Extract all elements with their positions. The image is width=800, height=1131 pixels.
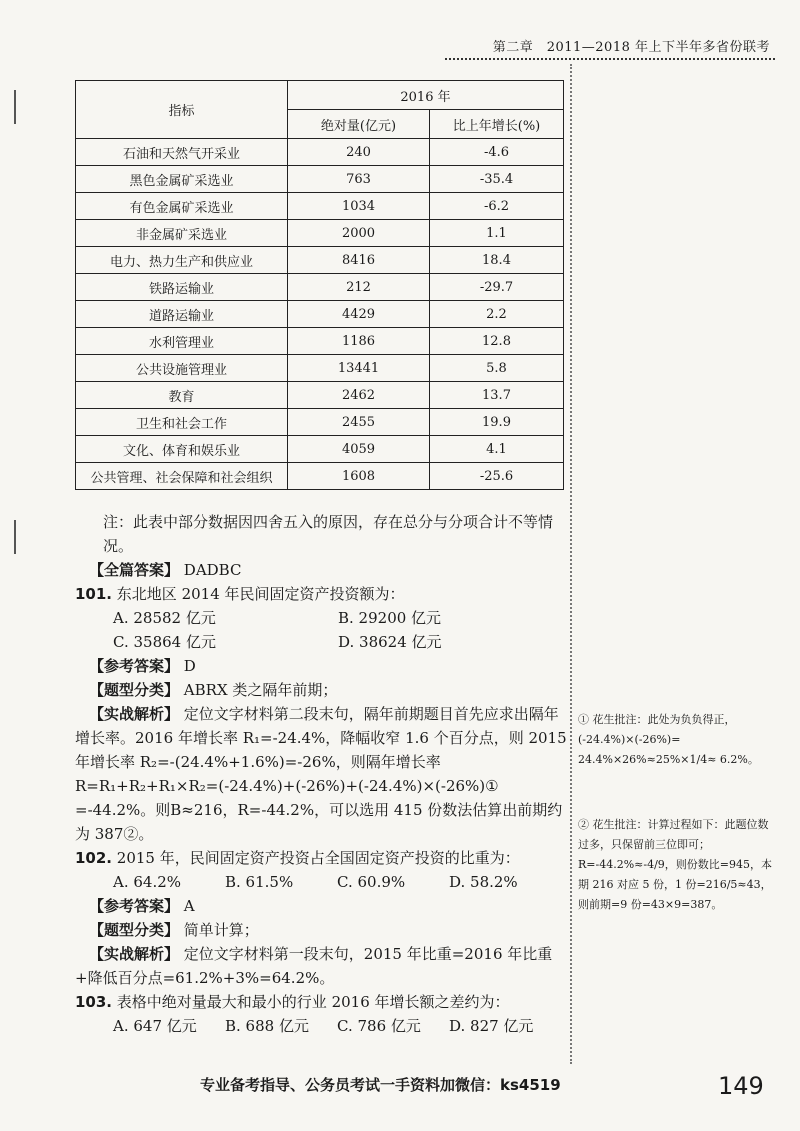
table-cell-growth: 12.8 — [430, 328, 564, 355]
analysis-label: 【实战解析】 — [89, 945, 180, 963]
reference-label: 【参考答案】 — [89, 657, 180, 675]
question-103-number: 103. — [75, 993, 113, 1011]
question-101-options-row2 — [75, 630, 570, 654]
question-103-stem — [75, 990, 570, 1014]
table-row — [76, 436, 564, 463]
table-cell-abs: 212 — [288, 274, 430, 301]
table-cell-growth: -35.4 — [430, 166, 564, 193]
table-cell-name: 文化、体育和娱乐业 — [76, 436, 288, 463]
table-row — [76, 463, 564, 490]
option-d: D. 58.2% — [449, 873, 518, 891]
table-row — [76, 247, 564, 274]
table-row — [76, 328, 564, 355]
table-cell-growth: 5.8 — [430, 355, 564, 382]
option-d: D. 38624 亿元 — [338, 633, 442, 651]
page-number: 149 — [718, 1072, 764, 1100]
table-cell-abs: 1034 — [288, 193, 430, 220]
table-cell-abs: 1608 — [288, 463, 430, 490]
type-value: ABRX 类之隔年前期； — [183, 681, 338, 699]
table-cell-growth: -25.6 — [430, 463, 564, 490]
table-cell-name: 公共设施管理业 — [76, 355, 288, 382]
table-cell-name: 有色金属矿采选业 — [76, 193, 288, 220]
option-c: C. 35864 亿元 — [113, 633, 216, 651]
table-header-indicator: 指标 — [76, 81, 288, 139]
binding-mark — [14, 90, 16, 124]
table-cell-growth: 4.1 — [430, 436, 564, 463]
running-header: 第二章 2011—2018 年上下半年多省份联考 — [492, 40, 770, 55]
table-cell-growth: 19.9 — [430, 409, 564, 436]
analysis-text: 定位文字材料第一段末句，2015 年比重=2016 年比重+降低百分点=61.2%+3%=64.2%。 — [75, 945, 553, 987]
option-c: C. 786 亿元 — [337, 1017, 421, 1035]
option-d: D. 827 亿元 — [449, 1017, 534, 1035]
full-answers-label: 【全篇答案】 — [89, 561, 180, 579]
table-cell-name: 非金属矿采选业 — [76, 220, 288, 247]
main-text — [75, 510, 570, 1038]
table-cell-abs: 8416 — [288, 247, 430, 274]
full-answers-value: DADBC — [183, 561, 242, 579]
table-cell-abs: 1186 — [288, 328, 430, 355]
reference-label: 【参考答案】 — [89, 897, 180, 915]
table-header-growth: 比上年增长(%) — [430, 110, 564, 139]
table-cell-name: 道路运输业 — [76, 301, 288, 328]
table-row — [76, 193, 564, 220]
option-b: B. 29200 亿元 — [338, 609, 442, 627]
analysis-label: 【实战解析】 — [89, 705, 180, 723]
question-101-stem — [75, 582, 570, 606]
table-note: 注：此表中部分数据因四舍五入的原因，存在总分与分项合计不等情况。 — [103, 513, 554, 555]
table-cell-name: 水利管理业 — [76, 328, 288, 355]
footer-note: 专业备考指导、公务员考试一手资料加微信：ks4519 — [200, 1076, 561, 1094]
table-body — [76, 139, 564, 490]
table-cell-abs: 4059 — [288, 436, 430, 463]
question-101-reference — [75, 654, 570, 678]
type-value: 简单计算； — [183, 921, 259, 939]
table-cell-abs: 2000 — [288, 220, 430, 247]
table-cell-name: 石油和天然气开采业 — [76, 139, 288, 166]
table-row — [76, 382, 564, 409]
question-102-options — [75, 870, 570, 894]
table-row — [76, 166, 564, 193]
table-cell-abs: 763 — [288, 166, 430, 193]
table-cell-abs: 2455 — [288, 409, 430, 436]
question-101-text: 东北地区 2014 年民间固定资产投资额为： — [116, 585, 405, 603]
table-cell-growth: -29.7 — [430, 274, 564, 301]
table-cell-growth: 18.4 — [430, 247, 564, 274]
question-102-stem — [75, 846, 570, 870]
question-102-type — [75, 918, 570, 942]
side-annotation-2: ② 花生批注：计算过程如下：此题位数过多，只保留前三位即可；R=-44.2%≈-4/9，则份数比=945，本期 216 对应 5 份，1 份=216/5≈43，则前期=9 份=43×9=387。 — [578, 818, 773, 911]
binding-mark — [14, 520, 16, 554]
table-row — [76, 139, 564, 166]
table-row — [76, 409, 564, 436]
analysis-text: 定位文字材料第二段末句，隔年前期题目首先应求出隔年增长率。2016 年增长率 R₁=-24.4%，降幅收窄 1.6 个百分点，则 2015 年增长率 R₂=-(24.4%+1.6%)=-26%，则隔年增长率 R=R₁+R₂+R₁×R₂=(-24.4%)+(-26%)+(-24.4%)×(-26%)① =-44.2%。则B≈216，R=-44.2%，可以选用 415 份数法估算出前期约为 387②。 — [75, 705, 567, 843]
type-label: 【题型分类】 — [89, 921, 180, 939]
table-cell-name: 公共管理、社会保障和社会组织 — [76, 463, 288, 490]
table-row — [76, 301, 564, 328]
question-101-type — [75, 678, 570, 702]
question-102-analysis — [75, 942, 570, 990]
table-cell-name: 电力、热力生产和供应业 — [76, 247, 288, 274]
question-101-options-row1 — [75, 606, 570, 630]
option-b: B. 688 亿元 — [225, 1017, 309, 1035]
table-cell-growth: -6.2 — [430, 193, 564, 220]
side-annotation-1: ① 花生批注：此处为负负得正，(-24.4%)×(-26%)= 24.4%×26%≈25%×1/4≈ 6.2%。 — [578, 713, 759, 766]
question-102-reference — [75, 894, 570, 918]
table-cell-name: 卫生和社会工作 — [76, 409, 288, 436]
question-102-text: 2015 年，民间固定资产投资占全国固定资产投资的比重为： — [116, 849, 520, 867]
table-row — [76, 274, 564, 301]
table-cell-abs: 2462 — [288, 382, 430, 409]
question-103-text: 表格中绝对量最大和最小的行业 2016 年增长额之差约为： — [116, 993, 510, 1011]
reference-value: A — [183, 897, 195, 915]
table-cell-growth: 13.7 — [430, 382, 564, 409]
table-header-year: 2016 年 — [288, 81, 564, 110]
type-label: 【题型分类】 — [89, 681, 180, 699]
table-cell-abs: 4429 — [288, 301, 430, 328]
table-cell-growth: -4.6 — [430, 139, 564, 166]
table-cell-name: 铁路运输业 — [76, 274, 288, 301]
header-rule — [445, 58, 775, 60]
table-row — [76, 220, 564, 247]
table-cell-name: 教育 — [76, 382, 288, 409]
table-cell-name: 黑色金属矿采选业 — [76, 166, 288, 193]
question-103-options — [75, 1014, 570, 1038]
option-a: A. 647 亿元 — [113, 1017, 197, 1035]
question-101-analysis — [75, 702, 570, 846]
full-answers — [75, 558, 570, 582]
table-cell-growth: 2.2 — [430, 301, 564, 328]
question-101-number: 101. — [75, 585, 113, 603]
option-c: C. 60.9% — [337, 873, 406, 891]
margin-divider — [570, 64, 572, 1064]
table-cell-abs: 240 — [288, 139, 430, 166]
option-b: B. 61.5% — [225, 873, 294, 891]
table-cell-abs: 13441 — [288, 355, 430, 382]
question-102-number: 102. — [75, 849, 113, 867]
investment-table — [75, 80, 564, 490]
table-row — [76, 355, 564, 382]
reference-value: D — [183, 657, 196, 675]
table-header-absolute: 绝对量(亿元) — [288, 110, 430, 139]
option-a: A. 64.2% — [113, 873, 182, 891]
option-a: A. 28582 亿元 — [113, 609, 216, 627]
table-cell-growth: 1.1 — [430, 220, 564, 247]
